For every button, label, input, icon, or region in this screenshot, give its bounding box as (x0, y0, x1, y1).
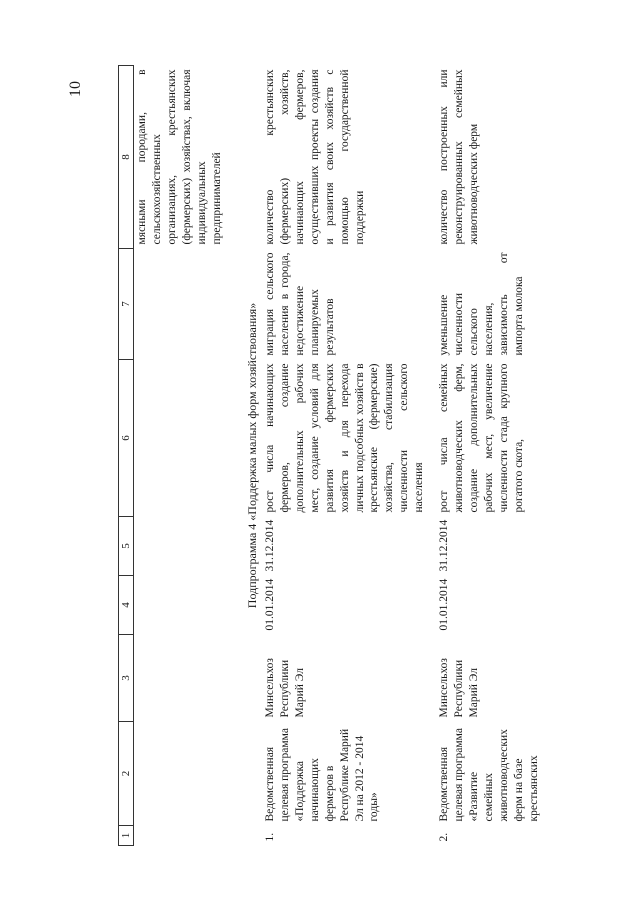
program-name: Ведомственная целевая программа «Развитие семейных животноводческих ферм на базе крестьянских (437, 728, 540, 822)
executor: Минсельхоз Республики Марий Эл (437, 658, 480, 718)
indicator: количество крестьянских (фермерских) хозяйств, начинающих фермеров, осуществивших проекты создания и развития своих хозяйств с помощью государственной поддержки (263, 69, 366, 245)
program-name: Ведомственная целевая программа «Поддержка начинающих фермеров в Республике Марий Эл на 2012 - 2014 годы» (263, 728, 381, 822)
continuation-row (134, 66, 245, 846)
end-date: 31.12.2014 (437, 519, 450, 572)
expected-result: рост числа начинающих фермеров, создание дополнительных рабочих мест, создание условий для развития фермерских хозяйств и для перехода личных подсобных хозяйств в крестьянские (фермерские) хозяйства, стабилизация численности сельского населения (263, 363, 426, 513)
start-date: 01.01.2014 (437, 578, 450, 631)
executor: Минсельхоз Республики Марий Эл (263, 658, 306, 718)
row-number: 2. (437, 832, 450, 842)
column-header: 7 (119, 249, 134, 360)
landscape-page-content (118, 66, 563, 846)
column-header: 6 (119, 360, 134, 517)
column-header: 1 (119, 826, 134, 846)
column-header: 3 (119, 635, 134, 722)
subprogram-title: Подпрограмма 4 «Поддержка малых форм хозяйствования» (245, 302, 260, 609)
consequences: уменьшение численности сельского населения, зависимость от импорта молока (437, 252, 525, 356)
continuation-text: мясными породами, в сельскохозяйственных организациях, крестьянских (фермерских) хозяйствах, включая индивидуальных предпринимателей (136, 69, 223, 245)
column-header: 2 (119, 722, 134, 826)
start-date: 01.01.2014 (263, 578, 276, 631)
column-header: 8 (119, 66, 134, 249)
column-header: 5 (119, 517, 134, 576)
column-header: 4 (119, 576, 134, 635)
end-date: 31.12.2014 (263, 519, 276, 572)
row-number: 1. (263, 832, 276, 842)
column-number-row (119, 66, 134, 846)
program-table (118, 65, 542, 846)
table-row (262, 66, 436, 846)
consequences: миграция сельского населения в города, недостижение планируемых результатов (263, 252, 336, 356)
expected-result: рост числа семейных животноводческих ферм, создание дополнительных рабочих мест, увеличение численности стада крупного рогатого скота, (437, 363, 525, 513)
page-number: 10 (67, 81, 84, 97)
indicator: количество построенных или реконструированных семейных животноводческих ферм (437, 69, 480, 245)
subprogram-heading-row (244, 66, 262, 846)
table-row (436, 66, 543, 846)
